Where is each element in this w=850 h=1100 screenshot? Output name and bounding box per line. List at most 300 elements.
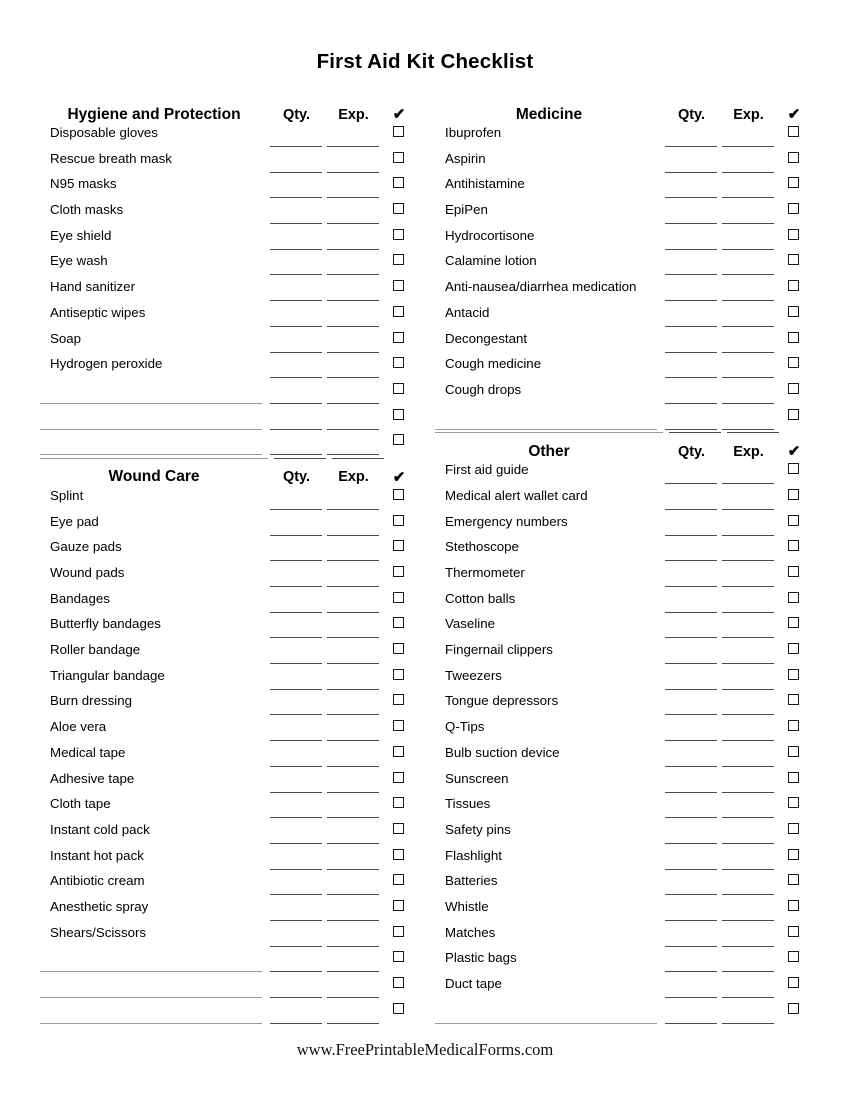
expiration-field[interactable] bbox=[720, 692, 777, 718]
checkbox[interactable] bbox=[393, 617, 404, 628]
item-label: Batteries bbox=[445, 873, 498, 889]
expiration-field[interactable] bbox=[720, 872, 777, 898]
expiration-field[interactable] bbox=[720, 513, 777, 539]
expiration-field[interactable] bbox=[325, 513, 382, 539]
checklist-row bbox=[40, 847, 435, 873]
checkbox-cell[interactable] bbox=[382, 432, 416, 458]
quantity-field[interactable] bbox=[268, 692, 325, 718]
write-in-line[interactable] bbox=[40, 454, 262, 455]
checkbox[interactable] bbox=[788, 383, 799, 394]
expiration-write-line bbox=[327, 454, 379, 455]
checkbox[interactable] bbox=[393, 434, 404, 445]
expiration-field[interactable] bbox=[720, 487, 777, 513]
checkbox-cell[interactable] bbox=[777, 355, 811, 381]
checkbox[interactable] bbox=[393, 951, 404, 962]
quantity-field[interactable] bbox=[268, 1001, 325, 1027]
checkbox[interactable] bbox=[393, 669, 404, 680]
write-in-line[interactable] bbox=[435, 1023, 657, 1024]
checkbox-cell[interactable] bbox=[777, 330, 811, 356]
quantity-field[interactable] bbox=[268, 590, 325, 616]
checkbox-cell[interactable] bbox=[777, 278, 811, 304]
checkbox-cell[interactable] bbox=[777, 201, 811, 227]
checkbox[interactable] bbox=[393, 566, 404, 577]
checkbox-cell[interactable] bbox=[777, 718, 811, 744]
checkbox-cell[interactable] bbox=[382, 1001, 416, 1027]
checkbox-cell[interactable] bbox=[382, 795, 416, 821]
expiration-field[interactable] bbox=[325, 407, 382, 433]
checkbox-cell[interactable] bbox=[777, 975, 811, 1001]
checkbox[interactable] bbox=[788, 463, 799, 474]
checkbox-cell[interactable] bbox=[777, 252, 811, 278]
expiration-field[interactable] bbox=[325, 227, 382, 253]
checkbox-cell[interactable] bbox=[382, 924, 416, 950]
quantity-field[interactable] bbox=[663, 330, 720, 356]
checkbox[interactable] bbox=[393, 332, 404, 343]
quantity-field[interactable] bbox=[268, 355, 325, 381]
item-name-cell bbox=[40, 252, 268, 278]
checkbox-cell[interactable] bbox=[382, 538, 416, 564]
quantity-field[interactable] bbox=[268, 821, 325, 847]
checkbox-cell[interactable] bbox=[382, 949, 416, 975]
expiration-field[interactable] bbox=[325, 692, 382, 718]
checkbox[interactable] bbox=[788, 203, 799, 214]
expiration-field[interactable] bbox=[325, 150, 382, 176]
expiration-field[interactable] bbox=[325, 590, 382, 616]
quantity-field[interactable] bbox=[268, 795, 325, 821]
quantity-field[interactable] bbox=[268, 487, 325, 513]
quantity-field[interactable] bbox=[663, 227, 720, 253]
checkbox[interactable] bbox=[393, 823, 404, 834]
quantity-field[interactable] bbox=[268, 847, 325, 873]
checkbox-cell[interactable] bbox=[382, 667, 416, 693]
expiration-field[interactable] bbox=[325, 381, 382, 407]
checkbox-cell[interactable] bbox=[777, 175, 811, 201]
checkbox-cell[interactable] bbox=[382, 252, 416, 278]
checkbox[interactable] bbox=[788, 926, 799, 937]
checkbox[interactable] bbox=[393, 254, 404, 265]
quantity-write-line bbox=[270, 869, 322, 870]
quantity-field[interactable] bbox=[663, 590, 720, 616]
quantity-field[interactable] bbox=[268, 538, 325, 564]
checkbox-cell[interactable] bbox=[382, 304, 416, 330]
expiration-field[interactable] bbox=[325, 744, 382, 770]
checkbox[interactable] bbox=[788, 515, 799, 526]
expiration-field[interactable] bbox=[325, 975, 382, 1001]
item-label: Cough medicine bbox=[445, 356, 542, 372]
checkbox[interactable] bbox=[788, 489, 799, 500]
quantity-field[interactable] bbox=[663, 252, 720, 278]
checkbox-cell[interactable] bbox=[382, 407, 416, 433]
quantity-field[interactable] bbox=[268, 615, 325, 641]
checkbox[interactable] bbox=[393, 409, 404, 420]
expiration-field[interactable] bbox=[720, 667, 777, 693]
checkbox-cell[interactable] bbox=[382, 513, 416, 539]
checkbox[interactable] bbox=[393, 874, 404, 885]
expiration-field[interactable] bbox=[720, 252, 777, 278]
expiration-field[interactable] bbox=[325, 304, 382, 330]
quantity-write-line bbox=[665, 637, 717, 638]
expiration-field[interactable] bbox=[325, 1001, 382, 1027]
checkbox-cell[interactable] bbox=[382, 590, 416, 616]
quantity-field[interactable] bbox=[268, 252, 325, 278]
quantity-field[interactable] bbox=[663, 487, 720, 513]
checkbox-cell[interactable] bbox=[382, 150, 416, 176]
checkbox[interactable] bbox=[788, 357, 799, 368]
checkbox-cell[interactable] bbox=[777, 381, 811, 407]
checkbox[interactable] bbox=[393, 540, 404, 551]
expiration-field[interactable] bbox=[720, 744, 777, 770]
checkbox[interactable] bbox=[393, 203, 404, 214]
expiration-field[interactable] bbox=[325, 872, 382, 898]
checkbox[interactable] bbox=[393, 383, 404, 394]
expiration-field[interactable] bbox=[325, 278, 382, 304]
checkbox[interactable] bbox=[788, 643, 799, 654]
quantity-field[interactable] bbox=[268, 667, 325, 693]
checkbox-cell[interactable] bbox=[382, 718, 416, 744]
write-in-line[interactable] bbox=[40, 997, 262, 998]
checkbox[interactable] bbox=[788, 592, 799, 603]
quantity-field[interactable] bbox=[663, 667, 720, 693]
quantity-write-line bbox=[270, 714, 322, 715]
quantity-field[interactable] bbox=[268, 381, 325, 407]
expiration-field[interactable] bbox=[720, 795, 777, 821]
checkbox-cell[interactable] bbox=[777, 821, 811, 847]
checkbox-cell[interactable] bbox=[382, 487, 416, 513]
checkbox[interactable] bbox=[788, 540, 799, 551]
checkbox[interactable] bbox=[393, 152, 404, 163]
checkbox[interactable] bbox=[393, 592, 404, 603]
expiration-field[interactable] bbox=[325, 615, 382, 641]
checkbox-cell[interactable] bbox=[382, 692, 416, 718]
checkbox[interactable] bbox=[788, 669, 799, 680]
checkbox[interactable] bbox=[788, 1003, 799, 1014]
expiration-field[interactable] bbox=[325, 252, 382, 278]
checkbox-cell[interactable] bbox=[777, 1001, 811, 1027]
expiration-field[interactable] bbox=[720, 278, 777, 304]
expiration-field[interactable] bbox=[720, 1001, 777, 1027]
checkbox[interactable] bbox=[393, 797, 404, 808]
write-in-line[interactable] bbox=[40, 1023, 262, 1024]
checkbox-cell[interactable] bbox=[777, 461, 811, 487]
quantity-field[interactable] bbox=[663, 355, 720, 381]
checkbox[interactable] bbox=[788, 720, 799, 731]
checkbox[interactable] bbox=[788, 229, 799, 240]
quantity-field[interactable] bbox=[268, 949, 325, 975]
quantity-write-line bbox=[270, 637, 322, 638]
checkbox-cell[interactable] bbox=[382, 975, 416, 1001]
quantity-field[interactable] bbox=[663, 461, 720, 487]
expiration-field[interactable] bbox=[720, 355, 777, 381]
page-title: First Aid Kit Checklist bbox=[316, 50, 534, 73]
checkbox[interactable] bbox=[393, 746, 404, 757]
checkbox[interactable] bbox=[788, 746, 799, 757]
expiration-field[interactable] bbox=[720, 924, 777, 950]
checkbox[interactable] bbox=[788, 566, 799, 577]
checkbox-cell[interactable] bbox=[777, 692, 811, 718]
expiration-field[interactable] bbox=[325, 355, 382, 381]
quantity-field[interactable] bbox=[663, 564, 720, 590]
quantity-field[interactable] bbox=[663, 381, 720, 407]
checkbox[interactable] bbox=[788, 280, 799, 291]
quantity-write-line bbox=[665, 300, 717, 301]
quantity-field[interactable] bbox=[663, 898, 720, 924]
expiration-field[interactable] bbox=[720, 615, 777, 641]
quantity-field[interactable] bbox=[268, 124, 325, 150]
expiration-field[interactable] bbox=[720, 227, 777, 253]
quantity-field[interactable] bbox=[663, 924, 720, 950]
checkbox[interactable] bbox=[393, 515, 404, 526]
expiration-field[interactable] bbox=[325, 821, 382, 847]
write-in-line[interactable] bbox=[40, 971, 262, 972]
expiration-field[interactable] bbox=[720, 718, 777, 744]
checkbox-cell[interactable] bbox=[777, 770, 811, 796]
expiration-field[interactable] bbox=[325, 718, 382, 744]
quantity-field[interactable] bbox=[268, 278, 325, 304]
quantity-field[interactable] bbox=[663, 150, 720, 176]
expiration-field[interactable] bbox=[325, 432, 382, 458]
quantity-field[interactable] bbox=[268, 513, 325, 539]
checkbox[interactable] bbox=[393, 1003, 404, 1014]
checkbox-cell[interactable] bbox=[777, 124, 811, 150]
checkbox-cell[interactable] bbox=[777, 795, 811, 821]
checkbox-cell[interactable] bbox=[382, 330, 416, 356]
expiration-field[interactable] bbox=[325, 641, 382, 667]
checkbox[interactable] bbox=[788, 849, 799, 860]
expiration-field[interactable] bbox=[720, 407, 777, 433]
expiration-field[interactable] bbox=[720, 590, 777, 616]
checkbox-cell[interactable] bbox=[382, 564, 416, 590]
checkbox[interactable] bbox=[788, 694, 799, 705]
checkbox[interactable] bbox=[788, 951, 799, 962]
checkbox-cell[interactable] bbox=[382, 770, 416, 796]
checkbox-cell[interactable] bbox=[777, 872, 811, 898]
checkbox[interactable] bbox=[393, 900, 404, 911]
checkbox[interactable] bbox=[788, 306, 799, 317]
quantity-field[interactable] bbox=[268, 898, 325, 924]
checkbox-cell[interactable] bbox=[777, 667, 811, 693]
quantity-field[interactable] bbox=[663, 744, 720, 770]
checkbox[interactable] bbox=[393, 357, 404, 368]
checkbox-cell[interactable] bbox=[382, 278, 416, 304]
checkbox-cell[interactable] bbox=[382, 641, 416, 667]
expiration-field[interactable] bbox=[720, 898, 777, 924]
expiration-field[interactable] bbox=[720, 201, 777, 227]
quantity-field[interactable] bbox=[663, 847, 720, 873]
expiration-field[interactable] bbox=[720, 949, 777, 975]
quantity-field[interactable] bbox=[268, 744, 325, 770]
checkbox[interactable] bbox=[788, 617, 799, 628]
checkbox[interactable] bbox=[393, 177, 404, 188]
quantity-field[interactable] bbox=[663, 278, 720, 304]
expiration-field[interactable] bbox=[325, 564, 382, 590]
quantity-write-line bbox=[665, 586, 717, 587]
expiration-field[interactable] bbox=[720, 538, 777, 564]
expiration-field[interactable] bbox=[720, 175, 777, 201]
expiration-field[interactable] bbox=[325, 795, 382, 821]
expiration-field[interactable] bbox=[325, 330, 382, 356]
write-in-line[interactable] bbox=[435, 429, 657, 430]
checkbox-cell[interactable] bbox=[382, 898, 416, 924]
quantity-field[interactable] bbox=[268, 641, 325, 667]
quantity-field[interactable] bbox=[268, 432, 325, 458]
checkbox-cell[interactable] bbox=[382, 821, 416, 847]
expiration-field[interactable] bbox=[325, 847, 382, 873]
checkbox[interactable] bbox=[788, 409, 799, 420]
expiration-field[interactable] bbox=[325, 770, 382, 796]
checkbox[interactable] bbox=[788, 126, 799, 137]
quantity-field[interactable] bbox=[268, 872, 325, 898]
quantity-field[interactable] bbox=[268, 924, 325, 950]
quantity-field[interactable] bbox=[663, 770, 720, 796]
expiration-field[interactable] bbox=[325, 667, 382, 693]
checkbox[interactable] bbox=[393, 126, 404, 137]
checkbox[interactable] bbox=[788, 332, 799, 343]
quantity-field[interactable] bbox=[268, 407, 325, 433]
checkbox-cell[interactable] bbox=[777, 924, 811, 950]
expiration-field[interactable] bbox=[720, 564, 777, 590]
checkbox[interactable] bbox=[393, 694, 404, 705]
expiration-field[interactable] bbox=[720, 821, 777, 847]
checkbox-cell[interactable] bbox=[777, 949, 811, 975]
checklist-row bbox=[40, 641, 435, 667]
quantity-write-line bbox=[270, 146, 322, 147]
checkbox-cell[interactable] bbox=[382, 615, 416, 641]
checklist-row bbox=[40, 564, 435, 590]
quantity-field[interactable] bbox=[663, 124, 720, 150]
quantity-field[interactable] bbox=[663, 201, 720, 227]
checkbox[interactable] bbox=[393, 772, 404, 783]
checkbox-cell[interactable] bbox=[382, 872, 416, 898]
checkbox[interactable] bbox=[393, 643, 404, 654]
checkbox-cell[interactable] bbox=[777, 564, 811, 590]
checkbox[interactable] bbox=[393, 489, 404, 500]
checkbox[interactable] bbox=[788, 874, 799, 885]
expiration-field[interactable] bbox=[325, 924, 382, 950]
write-in-line[interactable] bbox=[40, 403, 262, 404]
quantity-field[interactable] bbox=[663, 407, 720, 433]
quantity-write-line bbox=[270, 971, 322, 972]
checkbox-cell[interactable] bbox=[382, 381, 416, 407]
quantity-field[interactable] bbox=[663, 1001, 720, 1027]
quantity-field[interactable] bbox=[663, 718, 720, 744]
checkbox[interactable] bbox=[788, 152, 799, 163]
expiration-field[interactable] bbox=[720, 975, 777, 1001]
expiration-field[interactable] bbox=[325, 201, 382, 227]
quantity-field[interactable] bbox=[663, 641, 720, 667]
checkbox[interactable] bbox=[788, 772, 799, 783]
quantity-field[interactable] bbox=[268, 330, 325, 356]
expiration-field[interactable] bbox=[325, 949, 382, 975]
checkbox-cell[interactable] bbox=[777, 898, 811, 924]
quantity-field[interactable] bbox=[663, 692, 720, 718]
expiration-field[interactable] bbox=[325, 538, 382, 564]
checkbox-cell[interactable] bbox=[777, 590, 811, 616]
quantity-field[interactable] bbox=[268, 975, 325, 1001]
quantity-field[interactable] bbox=[663, 872, 720, 898]
checkbox-cell[interactable] bbox=[382, 744, 416, 770]
checkbox[interactable] bbox=[788, 977, 799, 988]
checkbox-cell[interactable] bbox=[382, 847, 416, 873]
quantity-field[interactable] bbox=[663, 615, 720, 641]
quantity-field[interactable] bbox=[663, 975, 720, 1001]
quantity-field[interactable] bbox=[268, 227, 325, 253]
quantity-field[interactable] bbox=[268, 201, 325, 227]
quantity-field[interactable] bbox=[268, 718, 325, 744]
checkbox[interactable] bbox=[788, 900, 799, 911]
checkbox-cell[interactable] bbox=[382, 124, 416, 150]
quantity-field[interactable] bbox=[268, 770, 325, 796]
checkbox[interactable] bbox=[788, 797, 799, 808]
expiration-field[interactable] bbox=[720, 381, 777, 407]
quantity-field[interactable] bbox=[268, 150, 325, 176]
checkbox[interactable] bbox=[393, 977, 404, 988]
checkbox[interactable] bbox=[393, 280, 404, 291]
checkbox-cell[interactable] bbox=[777, 304, 811, 330]
quantity-field[interactable] bbox=[663, 949, 720, 975]
checkbox[interactable] bbox=[788, 177, 799, 188]
checkbox-cell[interactable] bbox=[777, 641, 811, 667]
checkbox-cell[interactable] bbox=[777, 847, 811, 873]
quantity-field[interactable] bbox=[663, 513, 720, 539]
quantity-field[interactable] bbox=[663, 821, 720, 847]
item-name-cell bbox=[435, 355, 663, 381]
expiration-field[interactable] bbox=[720, 124, 777, 150]
quantity-field[interactable] bbox=[663, 304, 720, 330]
checkbox-cell[interactable] bbox=[382, 201, 416, 227]
checkbox-cell[interactable] bbox=[777, 513, 811, 539]
checkbox-cell[interactable] bbox=[382, 227, 416, 253]
checkbox-cell[interactable] bbox=[777, 615, 811, 641]
quantity-field[interactable] bbox=[268, 564, 325, 590]
checkbox-cell[interactable] bbox=[777, 407, 811, 433]
checkbox[interactable] bbox=[788, 823, 799, 834]
checkbox-cell[interactable] bbox=[382, 355, 416, 381]
quantity-field[interactable] bbox=[268, 175, 325, 201]
checkbox-cell[interactable] bbox=[777, 538, 811, 564]
quantity-field[interactable] bbox=[663, 538, 720, 564]
expiration-field[interactable] bbox=[720, 770, 777, 796]
checkbox[interactable] bbox=[393, 849, 404, 860]
expiration-field[interactable] bbox=[720, 304, 777, 330]
expiration-field[interactable] bbox=[720, 847, 777, 873]
checkbox[interactable] bbox=[393, 306, 404, 317]
expiration-field[interactable] bbox=[325, 175, 382, 201]
checkbox[interactable] bbox=[393, 926, 404, 937]
checkbox[interactable] bbox=[788, 254, 799, 265]
quantity-field[interactable] bbox=[663, 175, 720, 201]
expiration-field[interactable] bbox=[720, 641, 777, 667]
write-in-line[interactable] bbox=[40, 429, 262, 430]
checkbox-cell[interactable] bbox=[777, 150, 811, 176]
expiration-field[interactable] bbox=[325, 898, 382, 924]
quantity-field[interactable] bbox=[663, 795, 720, 821]
item-label: Instant cold pack bbox=[50, 821, 150, 837]
expiration-field[interactable] bbox=[720, 461, 777, 487]
checkbox[interactable] bbox=[393, 720, 404, 731]
expiration-field[interactable] bbox=[325, 487, 382, 513]
expiration-field[interactable] bbox=[325, 124, 382, 150]
checkbox-cell[interactable] bbox=[382, 175, 416, 201]
quantity-field[interactable] bbox=[268, 304, 325, 330]
checkbox-cell[interactable] bbox=[777, 227, 811, 253]
checkbox[interactable] bbox=[393, 229, 404, 240]
checkbox-cell[interactable] bbox=[777, 744, 811, 770]
checklist-row bbox=[435, 278, 830, 304]
expiration-write-line bbox=[722, 689, 774, 690]
expiration-field[interactable] bbox=[720, 330, 777, 356]
expiration-field[interactable] bbox=[720, 150, 777, 176]
checkbox-cell[interactable] bbox=[777, 487, 811, 513]
